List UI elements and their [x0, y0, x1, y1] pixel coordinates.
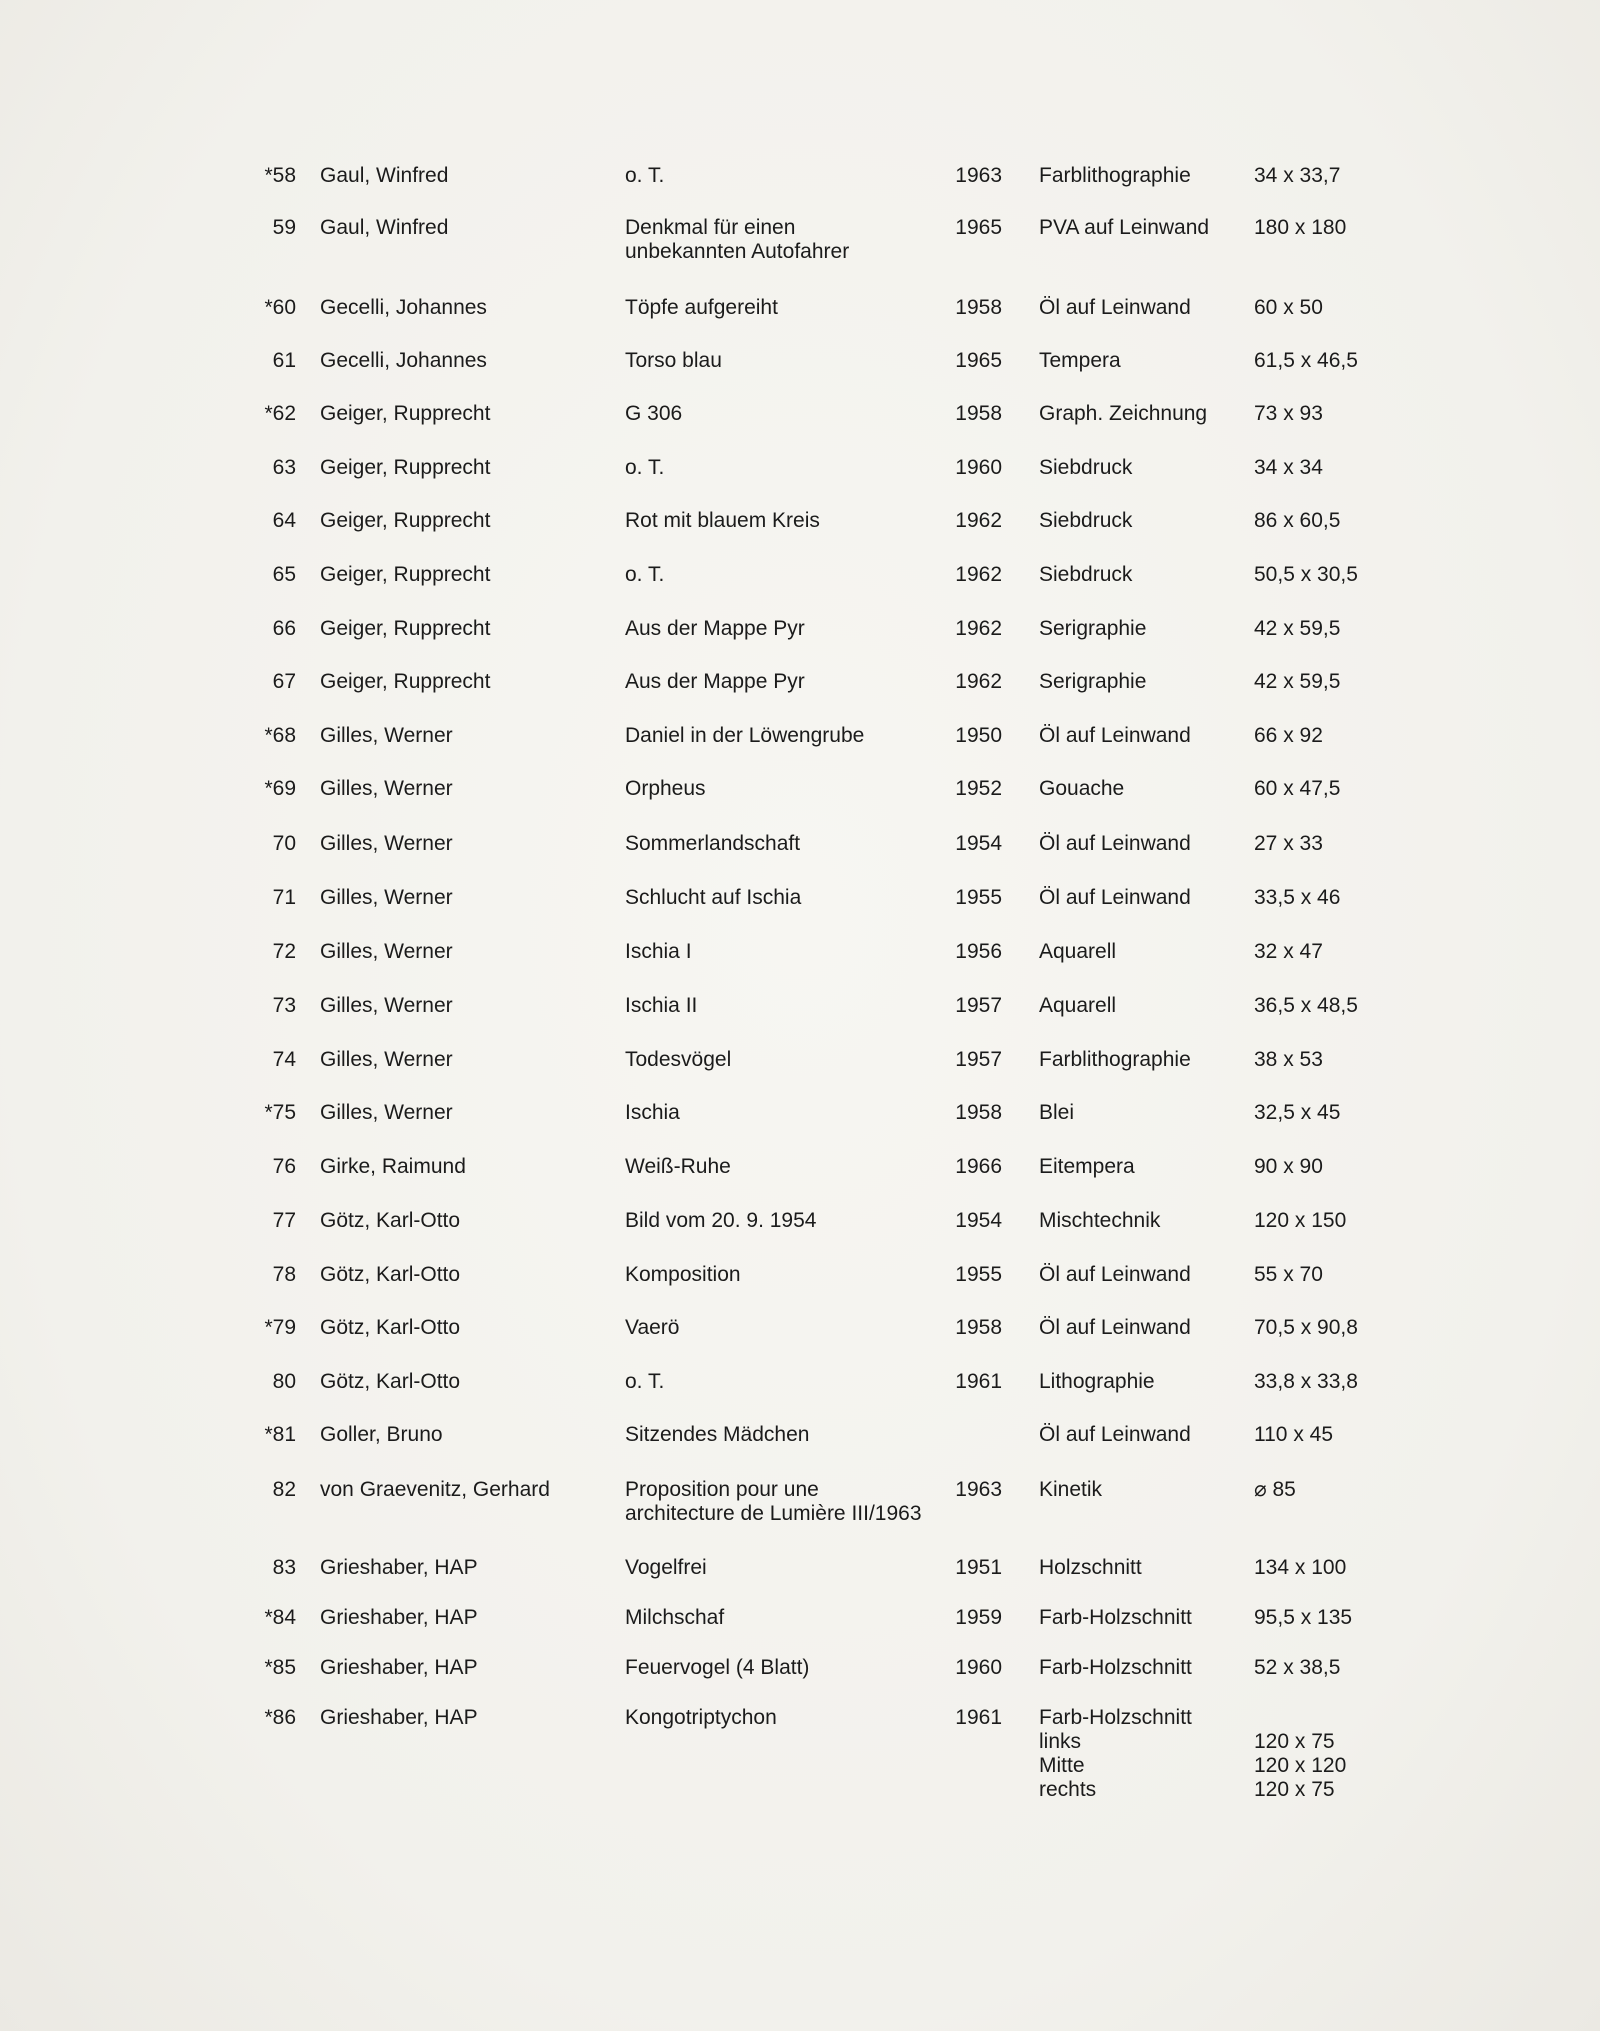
technique [1039, 670, 1146, 694]
artwork-year: 1956 [955, 940, 1002, 963]
artwork-title-line: Töpfe aufgereiht [625, 296, 778, 319]
dimensions-line: 33,8 x 33,8 [1254, 1370, 1358, 1393]
dimensions [1254, 832, 1323, 856]
technique [1039, 832, 1191, 856]
technique-line: Eitempera [1039, 1155, 1135, 1178]
artist-name: Goller, Bruno [320, 1423, 443, 1446]
entry-number: *86 [264, 1706, 296, 1729]
artwork-title [625, 349, 722, 373]
dimensions-line: 110 x 45 [1254, 1423, 1334, 1446]
technique-line: Siebdruck [1039, 563, 1133, 586]
technique-line: Lithographie [1039, 1370, 1155, 1393]
artist-name: Girke, Raimund [320, 1155, 466, 1178]
artist-name: Gilles, Werner [320, 724, 453, 747]
artwork-title-line: Sitzendes Mädchen [625, 1423, 810, 1446]
artist-name: Götz, Karl-Otto [320, 1263, 461, 1286]
artist-name: Gecelli, Johannes [320, 296, 487, 319]
technique-line: Öl auf Leinwand [1039, 886, 1191, 909]
technique-line: Siebdruck [1039, 509, 1133, 532]
artwork-year: 1963 [955, 164, 1002, 187]
artist-name: Geiger, Rupprecht [320, 670, 491, 693]
artist-name: Gilles, Werner [320, 1048, 453, 1071]
technique [1039, 724, 1191, 748]
dimensions [1254, 1423, 1333, 1447]
technique-line: Farblithographie [1039, 1048, 1191, 1071]
dimensions [1254, 216, 1346, 240]
artwork-title [625, 509, 820, 533]
artist-name: Gilles, Werner [320, 940, 453, 963]
dimensions [1254, 940, 1323, 964]
technique-line: Farblithographie [1039, 164, 1191, 187]
dimensions [1254, 994, 1358, 1018]
artwork-title-line: Feuervogel (4 Blatt) [625, 1656, 810, 1679]
entry-number: 74 [272, 1048, 296, 1071]
technique-line: Kinetik [1039, 1478, 1103, 1501]
artist-name: von Graevenitz, Gerhard [320, 1478, 550, 1501]
entry-number: *62 [264, 402, 296, 425]
artwork-title-line: o. T. [625, 563, 665, 586]
artwork-year: 1954 [955, 832, 1002, 855]
dimensions [1254, 1263, 1323, 1287]
artwork-year: 1958 [955, 1316, 1002, 1339]
artwork-year: 1951 [955, 1556, 1002, 1579]
technique-line: Graph. Zeichnung [1039, 402, 1208, 425]
artwork-title-line: Vogelfrei [625, 1556, 707, 1579]
artist-name: Gilles, Werner [320, 994, 453, 1017]
artist-name: Geiger, Rupprecht [320, 509, 491, 532]
dimensions-line: 36,5 x 48,5 [1254, 994, 1358, 1017]
dimensions-line: 34 x 33,7 [1254, 164, 1341, 187]
dimensions [1254, 1101, 1340, 1125]
technique-line: Serigraphie [1039, 617, 1147, 640]
artist-name: Grieshaber, HAP [320, 1656, 478, 1679]
dimensions [1254, 1209, 1346, 1233]
entry-number: 77 [272, 1209, 296, 1232]
dimensions [1254, 724, 1323, 748]
artwork-year: 1963 [955, 1478, 1002, 1501]
entry-number: *84 [264, 1606, 296, 1629]
dimensions-line: 61,5 x 46,5 [1254, 349, 1358, 372]
artist-name: Geiger, Rupprecht [320, 563, 491, 586]
dimensions-line: 60 x 47,5 [1254, 777, 1341, 800]
artwork-title [625, 1155, 731, 1179]
technique-line: Öl auf Leinwand [1039, 1316, 1191, 1339]
dimensions [1254, 456, 1323, 480]
entry-number: 59 [272, 216, 296, 239]
technique [1039, 164, 1191, 188]
dimensions-line: ⌀ 85 [1254, 1478, 1296, 1501]
artwork-title [625, 886, 801, 910]
technique-line: Aquarell [1039, 940, 1117, 963]
entry-number: *75 [264, 1101, 296, 1124]
artwork-title [625, 1101, 680, 1125]
artwork-title-line: Weiß-Ruhe [625, 1155, 731, 1178]
technique-line: rechts [1039, 1778, 1097, 1801]
artist-name: Geiger, Rupprecht [320, 617, 491, 640]
artwork-title-line: Aus der Mappe Pyr [625, 617, 805, 640]
artwork-title-line: o. T. [625, 164, 665, 187]
technique [1039, 1209, 1160, 1233]
artwork-title [625, 1048, 731, 1072]
technique-line: Öl auf Leinwand [1039, 1263, 1191, 1286]
artwork-title [625, 1370, 664, 1394]
artist-name: Gecelli, Johannes [320, 349, 487, 372]
dimensions [1254, 1556, 1346, 1580]
artwork-year: 1950 [955, 724, 1002, 747]
artist-name: Geiger, Rupprecht [320, 402, 491, 425]
artwork-year: 1962 [955, 670, 1002, 693]
technique-line: links [1039, 1730, 1082, 1753]
artwork-year: 1960 [955, 1656, 1002, 1679]
artwork-title-line: Ischia [625, 1101, 680, 1124]
technique [1039, 1101, 1074, 1125]
artwork-year: 1962 [955, 617, 1002, 640]
dimensions [1254, 1706, 1346, 1802]
artwork-title [625, 1209, 816, 1233]
artwork-title-line: Vaerö [625, 1316, 680, 1339]
dimensions-line: 70,5 x 90,8 [1254, 1316, 1358, 1339]
technique [1039, 1606, 1192, 1630]
artwork-title-line: unbekannten Autofahrer [625, 240, 850, 263]
technique [1039, 940, 1116, 964]
dimensions-line: 90 x 90 [1254, 1155, 1323, 1178]
artist-name: Gilles, Werner [320, 777, 453, 800]
technique [1039, 509, 1132, 533]
artwork-title-line: Denkmal für einen [625, 216, 796, 239]
dimensions-line: 55 x 70 [1254, 1263, 1323, 1286]
entry-number: *58 [264, 164, 296, 187]
entry-number: *81 [264, 1423, 296, 1446]
artwork-year: 1958 [955, 1101, 1002, 1124]
dimensions-line: 27 x 33 [1254, 832, 1323, 855]
dimensions-line: 95,5 x 135 [1254, 1606, 1353, 1629]
entry-number: 66 [272, 617, 296, 640]
artwork-year: 1966 [955, 1155, 1002, 1178]
technique [1039, 402, 1207, 426]
artwork-title [625, 1706, 777, 1730]
artwork-title [625, 402, 682, 426]
technique [1039, 1048, 1191, 1072]
artwork-year: 1962 [955, 563, 1002, 586]
artwork-title-line: Rot mit blauem Kreis [625, 509, 820, 532]
entry-number: 64 [272, 509, 296, 532]
technique [1039, 296, 1191, 320]
artwork-title [625, 777, 706, 801]
technique [1039, 1478, 1102, 1502]
dimensions [1254, 563, 1358, 587]
technique-line: Öl auf Leinwand [1039, 1423, 1191, 1446]
dimensions-line: 120 x 75 [1254, 1730, 1335, 1753]
dimensions [1254, 1370, 1358, 1394]
dimensions [1254, 1478, 1296, 1502]
artwork-title [625, 832, 800, 856]
artwork-title [625, 1316, 679, 1340]
entry-number: 67 [272, 670, 296, 693]
dimensions-line: 120 x 150 [1254, 1209, 1347, 1232]
dimensions-line: 42 x 59,5 [1254, 670, 1341, 693]
artwork-title [625, 164, 664, 188]
artwork-title-line: Kongotriptychon [625, 1706, 777, 1729]
dimensions [1254, 1316, 1358, 1340]
artwork-title [625, 940, 692, 964]
artist-name: Gilles, Werner [320, 1101, 453, 1124]
technique [1039, 617, 1146, 641]
artwork-title [625, 670, 805, 694]
artwork-title [625, 1656, 809, 1680]
dimensions-line: 42 x 59,5 [1254, 617, 1341, 640]
artist-name: Grieshaber, HAP [320, 1606, 478, 1629]
artist-name: Gaul, Winfred [320, 164, 449, 187]
technique [1039, 994, 1116, 1018]
artwork-year: 1957 [955, 994, 1002, 1017]
artwork-title [625, 216, 849, 264]
entry-number: 82 [272, 1478, 296, 1501]
artwork-title-line: Ischia II [625, 994, 698, 1017]
technique-line: Mitte [1039, 1754, 1085, 1777]
dimensions-line: 66 x 92 [1254, 724, 1323, 747]
dimensions-line: 180 x 180 [1254, 216, 1347, 239]
dimensions-line: 32 x 47 [1254, 940, 1323, 963]
technique [1039, 1706, 1192, 1802]
artist-name: Geiger, Rupprecht [320, 456, 491, 479]
artwork-title-line: Bild vom 20. 9. 1954 [625, 1209, 817, 1232]
technique [1039, 456, 1132, 480]
entry-number: 61 [272, 349, 296, 372]
dimensions-line: 33,5 x 46 [1254, 886, 1341, 909]
artwork-year: 1958 [955, 402, 1002, 425]
dimensions [1254, 777, 1340, 801]
artwork-title [625, 296, 778, 320]
artwork-title [625, 1556, 707, 1580]
entry-number: 72 [272, 940, 296, 963]
artwork-title-line: Komposition [625, 1263, 741, 1286]
entry-number: 70 [272, 832, 296, 855]
technique-line: Farb-Holzschnitt [1039, 1706, 1192, 1729]
technique-line: Aquarell [1039, 994, 1117, 1017]
dimensions [1254, 886, 1340, 910]
artist-name: Gaul, Winfred [320, 216, 449, 239]
technique [1039, 1263, 1191, 1287]
artwork-title-line: Schlucht auf Ischia [625, 886, 802, 909]
artwork-title [625, 1423, 809, 1447]
dimensions [1254, 296, 1323, 320]
artist-name: Götz, Karl-Otto [320, 1316, 461, 1339]
artwork-title [625, 724, 864, 748]
technique [1039, 1556, 1142, 1580]
entry-number: *69 [264, 777, 296, 800]
dimensions-line: 60 x 50 [1254, 296, 1323, 319]
technique-line: Blei [1039, 1101, 1075, 1124]
dimensions-line: 134 x 100 [1254, 1556, 1347, 1579]
artwork-year: 1957 [955, 1048, 1002, 1071]
dimensions-line [1254, 1706, 1346, 1730]
artwork-year: 1961 [955, 1706, 1002, 1729]
artwork-title-line: Aus der Mappe Pyr [625, 670, 805, 693]
technique-line: Serigraphie [1039, 670, 1147, 693]
dimensions-line: 34 x 34 [1254, 456, 1323, 479]
artwork-title [625, 1263, 741, 1287]
dimensions-line: 86 x 60,5 [1254, 509, 1341, 532]
dimensions-line: 52 x 38,5 [1254, 1656, 1341, 1679]
artwork-title-line: Sommerlandschaft [625, 832, 801, 855]
technique [1039, 1155, 1135, 1179]
technique-line: Farb-Holzschnitt [1039, 1606, 1192, 1629]
entry-number: 71 [272, 886, 296, 909]
dimensions [1254, 1048, 1323, 1072]
technique [1039, 1656, 1192, 1680]
artwork-year: 1961 [955, 1370, 1002, 1393]
artwork-title [625, 617, 805, 641]
artwork-title-line: Daniel in der Löwengrube [625, 724, 865, 747]
dimensions [1254, 349, 1358, 373]
entry-number: *60 [264, 296, 296, 319]
dimensions [1254, 1606, 1352, 1630]
artwork-year: 1959 [955, 1606, 1002, 1629]
artwork-title [625, 563, 664, 587]
technique [1039, 777, 1124, 801]
entry-number: 76 [272, 1155, 296, 1178]
technique-line: Farb-Holzschnitt [1039, 1656, 1192, 1679]
entry-number: *79 [264, 1316, 296, 1339]
dimensions-line: 120 x 120 [1254, 1754, 1347, 1777]
dimensions [1254, 617, 1340, 641]
entry-number: *68 [264, 724, 296, 747]
artwork-year: 1955 [955, 1263, 1002, 1286]
artwork-title [625, 1478, 922, 1526]
artwork-title-line: Orpheus [625, 777, 706, 800]
dimensions [1254, 1155, 1323, 1179]
technique [1039, 1423, 1191, 1447]
dimensions-line: 38 x 53 [1254, 1048, 1323, 1071]
technique [1039, 216, 1209, 240]
artwork-title-line: architecture de Lumière III/1963 [625, 1502, 922, 1525]
artist-name: Grieshaber, HAP [320, 1706, 478, 1729]
dimensions [1254, 509, 1340, 533]
entry-number: 73 [272, 994, 296, 1017]
artwork-title-line: Proposition pour une [625, 1478, 819, 1501]
dimensions [1254, 402, 1323, 426]
technique-line: Holzschnitt [1039, 1556, 1142, 1579]
technique [1039, 349, 1121, 373]
technique-line: Gouache [1039, 777, 1125, 800]
artist-name: Gilles, Werner [320, 886, 453, 909]
dimensions [1254, 164, 1340, 188]
artwork-year: 1952 [955, 777, 1002, 800]
technique-line: Siebdruck [1039, 456, 1133, 479]
artwork-title-line: Todesvögel [625, 1048, 732, 1071]
entry-number: 63 [272, 456, 296, 479]
artwork-title [625, 456, 664, 480]
artwork-title-line: o. T. [625, 456, 665, 479]
artwork-title-line: Torso blau [625, 349, 722, 372]
artist-name: Gilles, Werner [320, 832, 453, 855]
artwork-year: 1960 [955, 456, 1002, 479]
artwork-title [625, 1606, 724, 1630]
technique-line: PVA auf Leinwand [1039, 216, 1210, 239]
artwork-year: 1954 [955, 1209, 1002, 1232]
entry-number: *85 [264, 1656, 296, 1679]
artwork-year: 1962 [955, 509, 1002, 532]
artwork-year: 1958 [955, 296, 1002, 319]
artwork-year: 1965 [955, 216, 1002, 239]
dimensions-line: 32,5 x 45 [1254, 1101, 1341, 1124]
technique [1039, 1370, 1155, 1394]
technique [1039, 563, 1132, 587]
artist-name: Götz, Karl-Otto [320, 1209, 461, 1232]
artwork-title [625, 994, 697, 1018]
artwork-year: 1955 [955, 886, 1002, 909]
artist-name: Grieshaber, HAP [320, 1556, 478, 1579]
technique-line: Öl auf Leinwand [1039, 832, 1191, 855]
artwork-year: 1965 [955, 349, 1002, 372]
dimensions [1254, 1656, 1340, 1680]
technique-line: Öl auf Leinwand [1039, 724, 1191, 747]
dimensions-line: 120 x 75 [1254, 1778, 1335, 1801]
entry-number: 83 [272, 1556, 296, 1579]
artwork-title-line: Ischia I [625, 940, 692, 963]
technique [1039, 1316, 1191, 1340]
artist-name: Götz, Karl-Otto [320, 1370, 461, 1393]
entry-number: 80 [272, 1370, 296, 1393]
dimensions-line: 73 x 93 [1254, 402, 1323, 425]
dimensions-line: 50,5 x 30,5 [1254, 563, 1358, 586]
technique-line: Tempera [1039, 349, 1121, 372]
artwork-title-line: Milchschaf [625, 1606, 725, 1629]
artwork-title-line: o. T. [625, 1370, 665, 1393]
entry-number: 78 [272, 1263, 296, 1286]
technique-line: Mischtechnik [1039, 1209, 1161, 1232]
dimensions [1254, 670, 1340, 694]
artwork-title-line: G 306 [625, 402, 683, 425]
technique-line: Öl auf Leinwand [1039, 296, 1191, 319]
technique [1039, 886, 1191, 910]
entry-number: 65 [272, 563, 296, 586]
